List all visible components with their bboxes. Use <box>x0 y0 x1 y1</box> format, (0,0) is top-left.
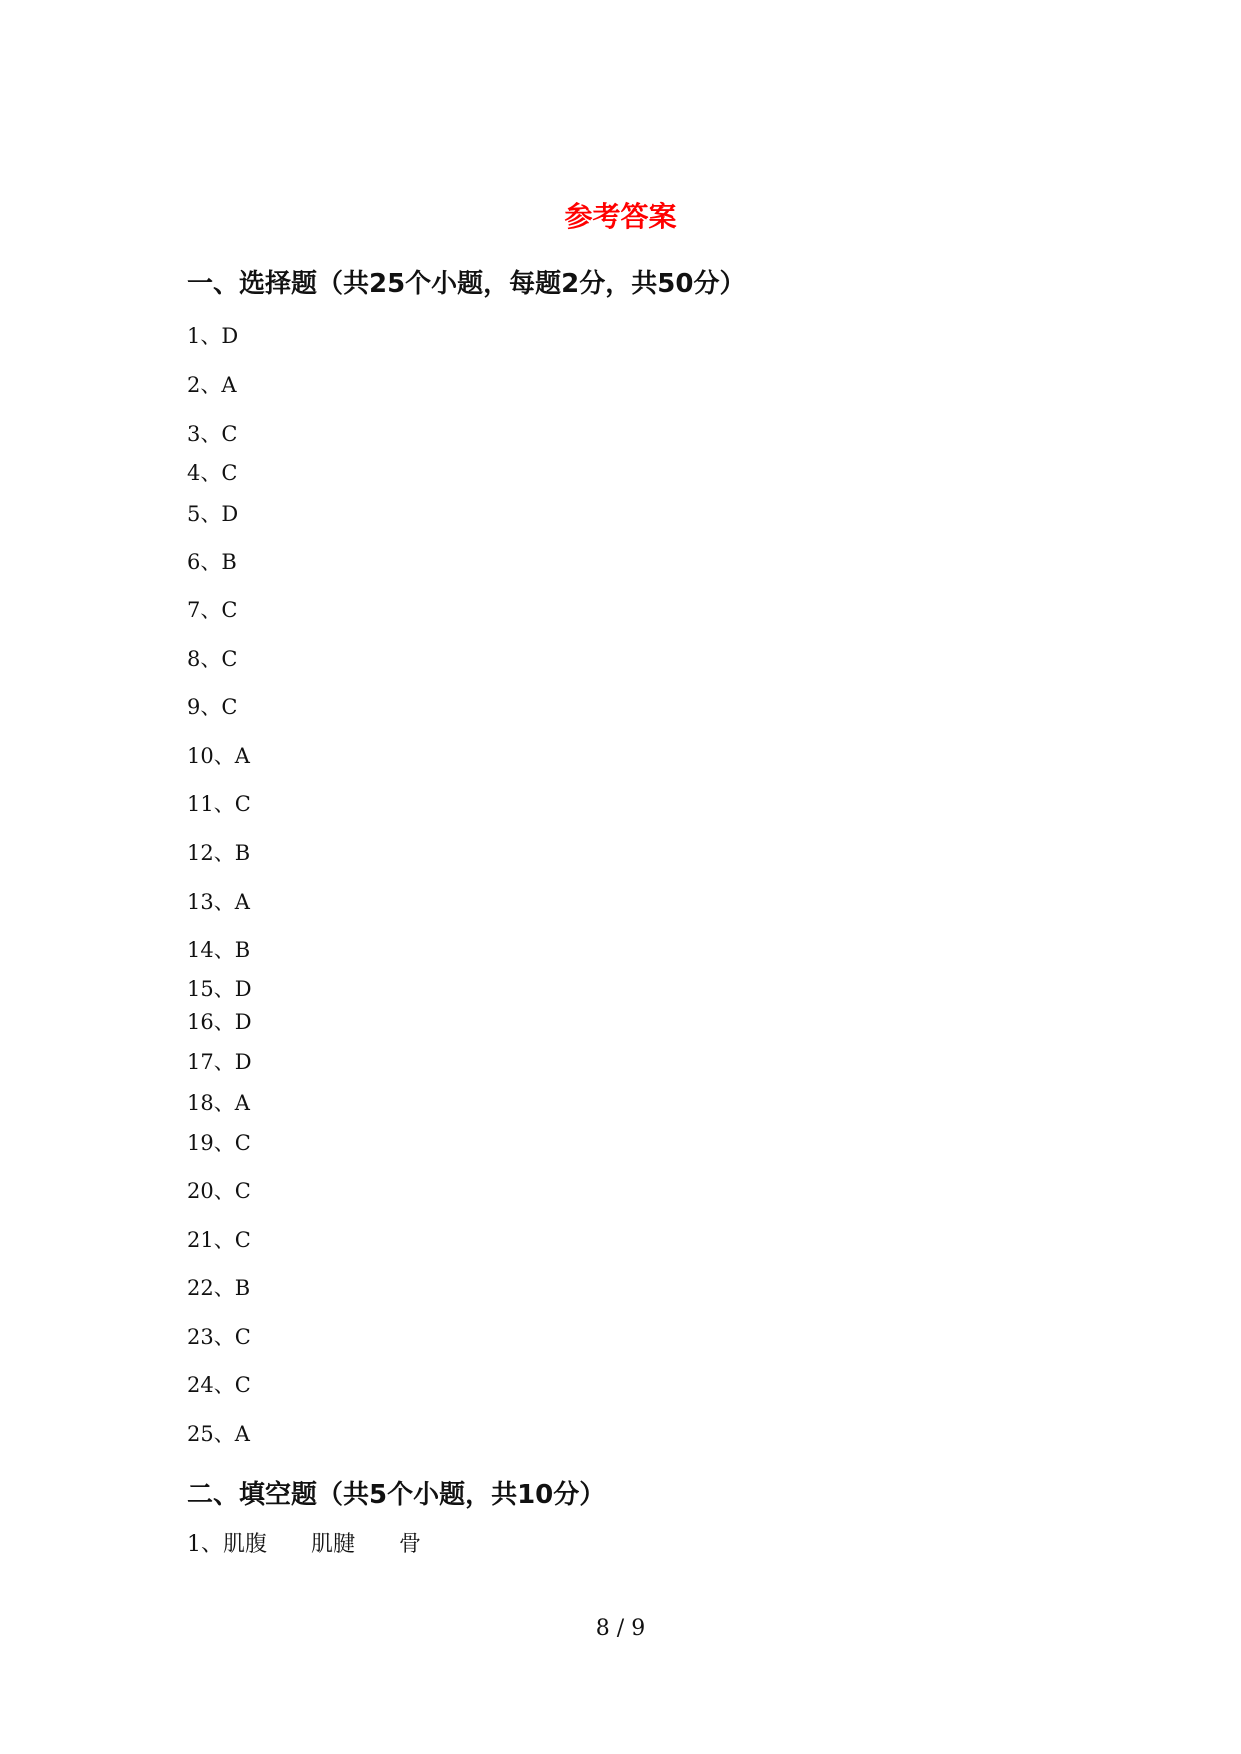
answer-item: 22、B <box>187 1276 251 1300</box>
section-heading-choice: 一、选择题（共25个小题，每题2分，共50分） <box>187 269 746 299</box>
answer-item: 19、C <box>187 1131 251 1155</box>
answer-item: 24、C <box>187 1373 251 1397</box>
answer-item: 2、A <box>187 373 237 397</box>
fill-answer-item <box>187 1530 421 1560</box>
page-number: 8 / 9 <box>595 1616 646 1641</box>
answer-item: 15、D <box>187 977 252 1001</box>
fill-answer-number: 1、 <box>187 1532 223 1557</box>
answer-item: 18、A <box>187 1091 250 1115</box>
answer-item: 16、D <box>187 1010 252 1034</box>
answer-item: 13、A <box>187 890 250 914</box>
answer-item: 11、C <box>187 792 251 816</box>
fill-answer-blank: 骨 <box>399 1532 422 1557</box>
page-title: 参考答案 <box>564 200 677 233</box>
answer-item: 20、C <box>187 1179 251 1203</box>
answer-item: 1、D <box>187 324 239 348</box>
answer-item: 5、D <box>187 502 239 526</box>
answer-item: 21、C <box>187 1228 251 1252</box>
answer-item: 8、C <box>187 647 238 671</box>
answer-item: 23、C <box>187 1325 251 1349</box>
answer-item: 12、B <box>187 841 251 865</box>
answer-item: 4、C <box>187 461 238 485</box>
section-heading-fill: 二、填空题（共5个小题，共10分） <box>187 1480 606 1510</box>
answer-item: 10、A <box>187 744 250 768</box>
answer-item: 25、A <box>187 1422 250 1446</box>
answer-item: 14、B <box>187 938 251 962</box>
answer-item: 6、B <box>187 550 237 574</box>
answer-item: 9、C <box>187 695 238 719</box>
answer-item: 3、C <box>187 422 238 446</box>
fill-answer-blank: 肌腱 <box>311 1532 356 1557</box>
answer-item: 17、D <box>187 1050 252 1074</box>
fill-answer-blank: 肌腹 <box>223 1532 268 1557</box>
answer-item: 7、C <box>187 598 238 622</box>
